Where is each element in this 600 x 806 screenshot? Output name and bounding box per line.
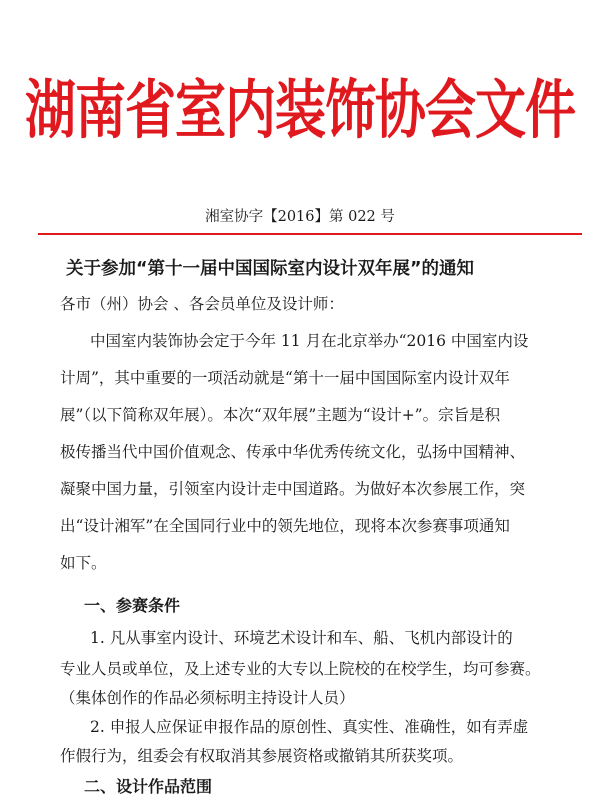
section1-line-1: 1. 凡从事室内设计、环境艺术设计和车、船、飞机内部设计的: [90, 629, 513, 647]
document-number: 湘室协字【2016】第 022 号: [205, 209, 395, 225]
intro-line-5: 凝聚中国力量，引领室内设计走中国道路。为做好本次参展工作，突: [60, 480, 526, 498]
section-heading-conditions: 一、参赛条件: [84, 596, 181, 615]
section1-line-4: 2. 申报人应保证申报作品的原创性、真实性、准确性，如有弄虚: [90, 718, 529, 736]
red-divider-line: [38, 233, 582, 235]
intro-line-1: 中国室内装饰协会定于今年 11 月在北京举办“2016 中国室内设: [90, 332, 529, 350]
salutation: 各市（州）协会 、各会员单位及设计师：: [60, 295, 344, 313]
intro-line-3: 展”（以下简称双年展）。本次“双年展”主题为“设计+”。宗旨是积: [60, 406, 501, 424]
intro-line-2: 计周”，其中重要的一项活动就是“第十一届中国国际室内设计双年: [60, 369, 510, 387]
org-masthead-title: 湖南省室内装饰协会文件: [24, 74, 575, 149]
section-heading-scope: 二、设计作品范围: [84, 777, 213, 796]
section1-line-3: （集体创作的作品必须标明主持设计人员）: [60, 689, 355, 707]
intro-line-6: 出“设计湘军”在全国同行业中的领先地位，现将本次参赛事项通知: [60, 517, 510, 535]
section1-line-5: 作假行为，组委会有权取消其参展资格或撤销其所获奖项。: [60, 747, 464, 765]
intro-line-7: 如下。: [60, 554, 107, 572]
section1-line-2: 专业人员或单位，及上述专业的大专以上院校的在校学生，均可参赛。: [60, 660, 541, 678]
notice-title: 关于参加“第十一届中国国际室内设计双年展”的通知: [66, 259, 475, 279]
intro-line-4: 极传播当代中国价值观念、传承中华优秀传统文化，弘扬中国精神、: [60, 443, 526, 461]
